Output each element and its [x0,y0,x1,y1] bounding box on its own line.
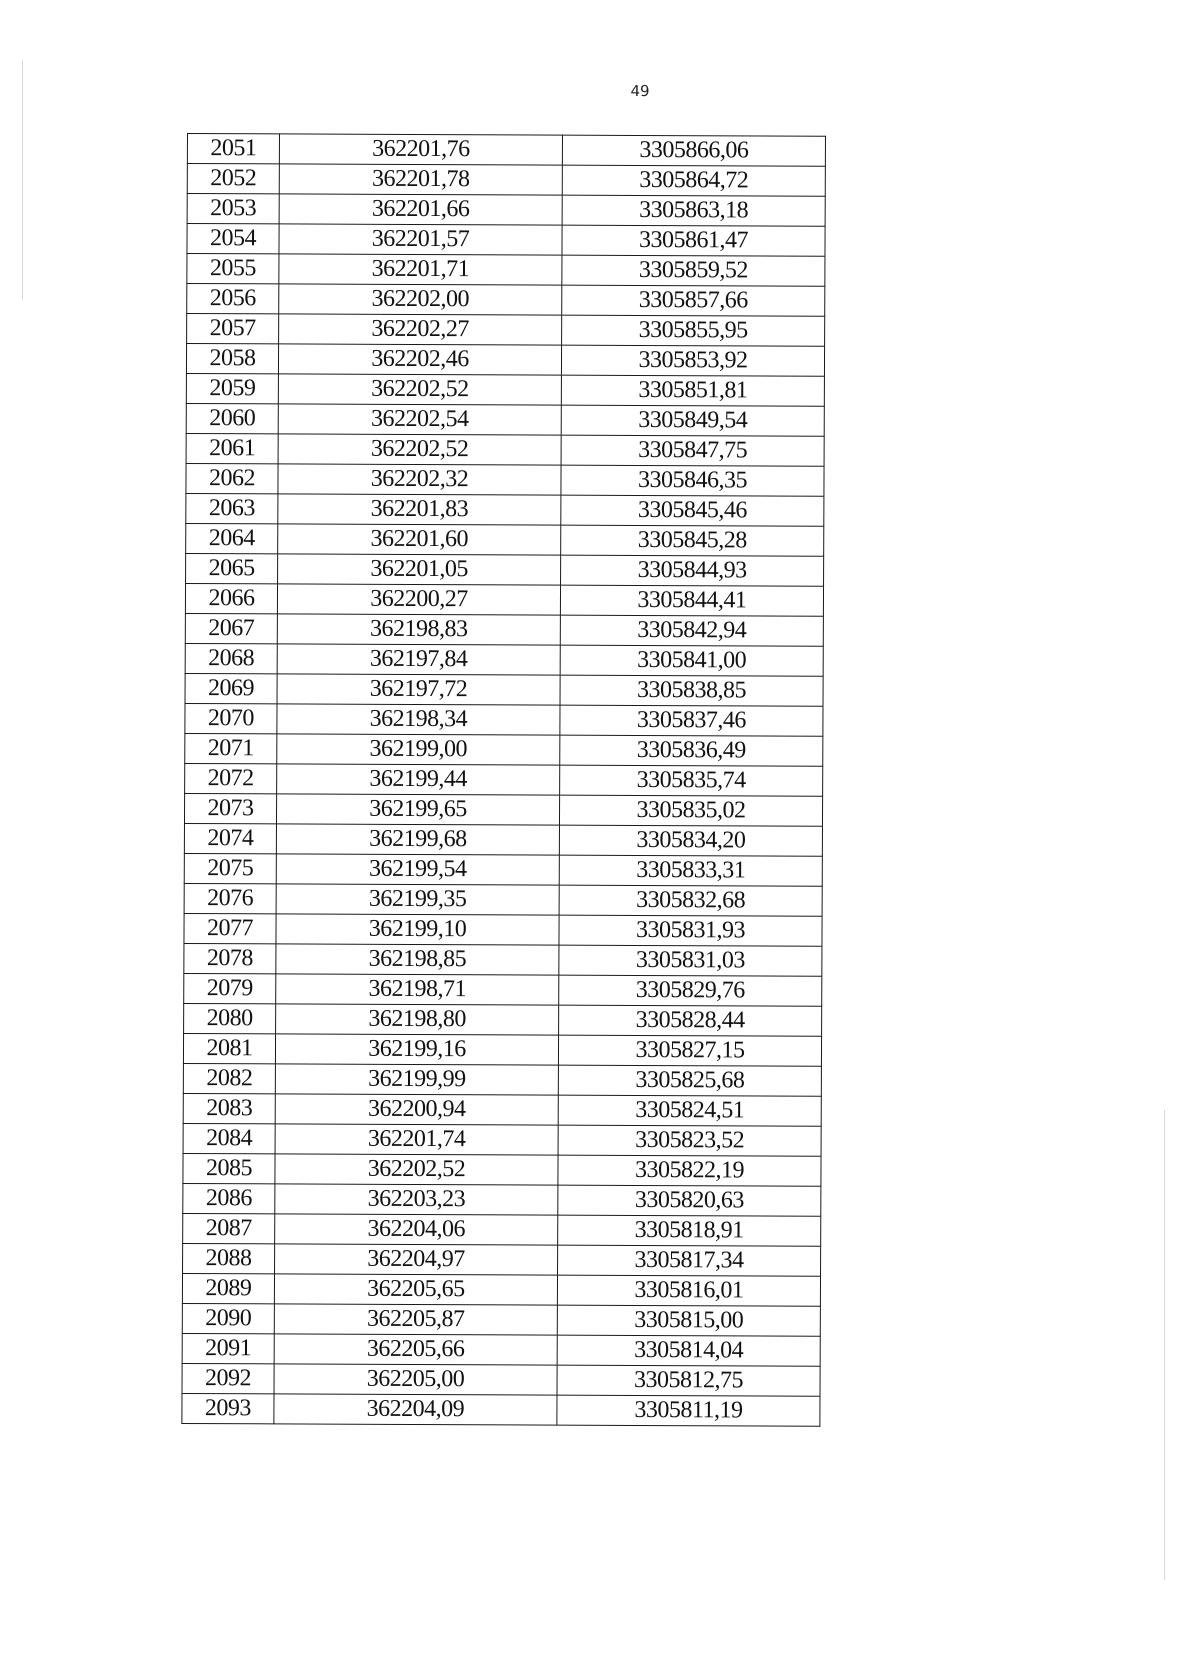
point-number-cell: 2088 [183,1243,275,1273]
point-number-cell: 2058 [186,344,278,374]
point-number-cell: 2055 [187,254,279,284]
table-row [183,1183,821,1216]
point-number-cell: 2068 [185,643,277,673]
x-coordinate-cell: 362199,16 [275,1034,558,1065]
x-coordinate-cell: 362203,23 [275,1184,558,1215]
point-number-cell: 2083 [183,1093,275,1123]
table-row [185,613,823,646]
x-coordinate-cell: 362199,00 [277,734,560,765]
x-coordinate-cell: 362199,44 [277,764,560,795]
y-coordinate-cell: 3305861,47 [562,225,825,256]
y-coordinate-cell: 3305845,28 [561,525,824,556]
y-coordinate-cell: 3305838,85 [560,675,823,706]
y-coordinate-cell: 3305847,75 [561,435,824,466]
x-coordinate-cell: 362199,68 [276,824,559,855]
table-row [182,1393,820,1426]
x-coordinate-cell: 362202,32 [278,464,561,495]
y-coordinate-cell: 3305816,01 [557,1275,820,1306]
coordinates-table-body [182,134,826,1427]
point-number-cell: 2072 [185,763,277,793]
table-row [186,344,824,377]
point-number-cell: 2069 [185,673,277,703]
x-coordinate-cell: 362198,71 [276,974,559,1005]
point-number-cell: 2060 [186,403,278,433]
y-coordinate-cell: 3305835,02 [559,795,822,826]
table-row [186,403,824,436]
point-number-cell: 2076 [184,883,276,913]
table-row [187,224,825,257]
point-number-cell: 2080 [184,1003,276,1033]
table-row [186,553,824,586]
x-coordinate-cell: 362198,83 [277,614,560,645]
table-row [187,194,825,227]
y-coordinate-cell: 3305844,93 [561,555,824,586]
table-row [184,913,822,946]
y-coordinate-cell: 3305817,34 [558,1245,821,1276]
point-number-cell: 2057 [187,314,279,344]
x-coordinate-cell: 362202,00 [279,284,562,315]
table-row [187,284,825,317]
x-coordinate-cell: 362201,76 [279,134,562,165]
page-number: 49 [630,81,650,101]
coordinates-table [181,133,826,1427]
point-number-cell: 2053 [187,194,279,224]
y-coordinate-cell: 3305818,91 [558,1215,821,1246]
y-coordinate-cell: 3305831,93 [559,915,822,946]
point-number-cell: 2061 [186,433,278,463]
y-coordinate-cell: 3305823,52 [558,1125,821,1156]
table-row [184,943,822,976]
table-row [187,134,825,167]
table-row [182,1333,820,1366]
table-row [185,673,823,706]
y-coordinate-cell: 3305834,20 [559,825,822,856]
table-row [186,433,824,466]
table-row [186,523,824,556]
x-coordinate-cell: 362198,85 [276,944,559,975]
y-coordinate-cell: 3305837,46 [560,705,823,736]
y-coordinate-cell: 3305849,54 [561,405,824,436]
point-number-cell: 2090 [182,1303,274,1333]
point-number-cell: 2063 [186,493,278,523]
x-coordinate-cell: 362202,54 [278,404,561,435]
table-row [186,463,824,496]
point-number-cell: 2084 [183,1123,275,1153]
table-row [187,254,825,287]
table-row [185,703,823,736]
coordinates-table-wrapper [181,133,826,1427]
point-number-cell: 2074 [184,823,276,853]
table-row [187,314,825,347]
point-number-cell: 2054 [187,224,279,254]
table-row [183,1063,821,1096]
point-number-cell: 2073 [184,793,276,823]
y-coordinate-cell: 3305820,63 [558,1185,821,1216]
y-coordinate-cell: 3305851,81 [561,375,824,406]
x-coordinate-cell: 362202,52 [278,374,561,405]
x-coordinate-cell: 362199,54 [276,854,559,885]
x-coordinate-cell: 362199,10 [276,914,559,945]
y-coordinate-cell: 3305845,46 [561,495,824,526]
y-coordinate-cell: 3305815,00 [557,1305,820,1336]
table-row [184,823,822,856]
scan-edge-mark [1164,1110,1165,1580]
point-number-cell: 2082 [183,1063,275,1093]
x-coordinate-cell: 362201,78 [279,164,562,195]
table-row [184,883,822,916]
x-coordinate-cell: 362204,06 [275,1214,558,1245]
point-number-cell: 2052 [187,164,279,194]
y-coordinate-cell: 3305833,31 [559,855,822,886]
table-row [184,793,822,826]
point-number-cell: 2093 [182,1393,274,1423]
x-coordinate-cell: 362198,34 [277,704,560,735]
point-number-cell: 2065 [186,553,278,583]
point-number-cell: 2051 [187,134,279,164]
table-row [183,1213,821,1246]
x-coordinate-cell: 362201,66 [279,194,562,225]
point-number-cell: 2064 [186,523,278,553]
point-number-cell: 2079 [184,973,276,1003]
table-row [186,493,824,526]
table-row [183,1153,821,1186]
point-number-cell: 2085 [183,1153,275,1183]
y-coordinate-cell: 3305811,19 [557,1395,820,1426]
point-number-cell: 2059 [186,373,278,403]
point-number-cell: 2066 [185,583,277,613]
point-number-cell: 2081 [183,1033,275,1063]
table-row [184,853,822,886]
y-coordinate-cell: 3305846,35 [561,465,824,496]
y-coordinate-cell: 3305824,51 [558,1095,821,1126]
table-row [187,164,825,197]
x-coordinate-cell: 362201,57 [279,224,562,255]
y-coordinate-cell: 3305835,74 [560,765,823,796]
point-number-cell: 2092 [182,1363,274,1393]
table-row [185,643,823,676]
y-coordinate-cell: 3305842,94 [560,615,823,646]
table-row [182,1303,820,1336]
y-coordinate-cell: 3305863,18 [562,195,825,226]
x-coordinate-cell: 362205,00 [274,1364,557,1395]
x-coordinate-cell: 362201,83 [278,494,561,525]
x-coordinate-cell: 362205,66 [274,1334,557,1365]
x-coordinate-cell: 362200,94 [275,1094,558,1125]
point-number-cell: 2086 [183,1183,275,1213]
x-coordinate-cell: 362201,74 [275,1124,558,1155]
point-number-cell: 2089 [182,1273,274,1303]
y-coordinate-cell: 3305825,68 [558,1065,821,1096]
x-coordinate-cell: 362202,46 [278,344,561,375]
point-number-cell: 2062 [186,463,278,493]
table-row [183,1093,821,1126]
x-coordinate-cell: 362202,52 [278,434,561,465]
y-coordinate-cell: 3305866,06 [562,135,825,166]
x-coordinate-cell: 362202,52 [275,1154,558,1185]
point-number-cell: 2087 [183,1213,275,1243]
table-row [182,1273,820,1306]
x-coordinate-cell: 362205,65 [274,1274,557,1305]
point-number-cell: 2078 [184,943,276,973]
point-number-cell: 2075 [184,853,276,883]
x-coordinate-cell: 362197,72 [277,674,560,705]
y-coordinate-cell: 3305836,49 [560,735,823,766]
y-coordinate-cell: 3305822,19 [558,1155,821,1186]
x-coordinate-cell: 362204,97 [275,1244,558,1275]
y-coordinate-cell: 3305857,66 [562,285,825,316]
y-coordinate-cell: 3305829,76 [559,975,822,1006]
table-row [186,373,824,406]
table-row [182,1363,820,1396]
table-row [183,1033,821,1066]
table-row [183,1243,821,1276]
x-coordinate-cell: 362200,27 [277,584,560,615]
y-coordinate-cell: 3305855,95 [562,315,825,346]
y-coordinate-cell: 3305832,68 [559,885,822,916]
x-coordinate-cell: 362204,09 [274,1394,557,1425]
y-coordinate-cell: 3305827,15 [558,1035,821,1066]
scan-edge-mark [22,60,23,300]
y-coordinate-cell: 3305814,04 [557,1335,820,1366]
y-coordinate-cell: 3305853,92 [561,345,824,376]
table-row [185,583,823,616]
point-number-cell: 2070 [185,703,277,733]
x-coordinate-cell: 362199,35 [276,884,559,915]
x-coordinate-cell: 362198,80 [276,1004,559,1035]
y-coordinate-cell: 3305812,75 [557,1365,820,1396]
y-coordinate-cell: 3305828,44 [559,1005,822,1036]
x-coordinate-cell: 362201,05 [278,554,561,585]
y-coordinate-cell: 3305864,72 [562,165,825,196]
y-coordinate-cell: 3305844,41 [560,585,823,616]
point-number-cell: 2077 [184,913,276,943]
x-coordinate-cell: 362199,99 [275,1064,558,1095]
x-coordinate-cell: 362201,60 [278,524,561,555]
point-number-cell: 2056 [187,284,279,314]
x-coordinate-cell: 362202,27 [279,314,562,345]
x-coordinate-cell: 362197,84 [277,644,560,675]
x-coordinate-cell: 362205,87 [274,1304,557,1335]
y-coordinate-cell: 3305831,03 [559,945,822,976]
y-coordinate-cell: 3305859,52 [562,255,825,286]
table-row [183,1123,821,1156]
x-coordinate-cell: 362199,65 [276,794,559,825]
table-row [184,973,822,1006]
point-number-cell: 2071 [185,733,277,763]
x-coordinate-cell: 362201,71 [279,254,562,285]
table-row [185,763,823,796]
table-row [184,1003,822,1036]
point-number-cell: 2067 [185,613,277,643]
table-row [185,733,823,766]
point-number-cell: 2091 [182,1333,274,1363]
y-coordinate-cell: 3305841,00 [560,645,823,676]
